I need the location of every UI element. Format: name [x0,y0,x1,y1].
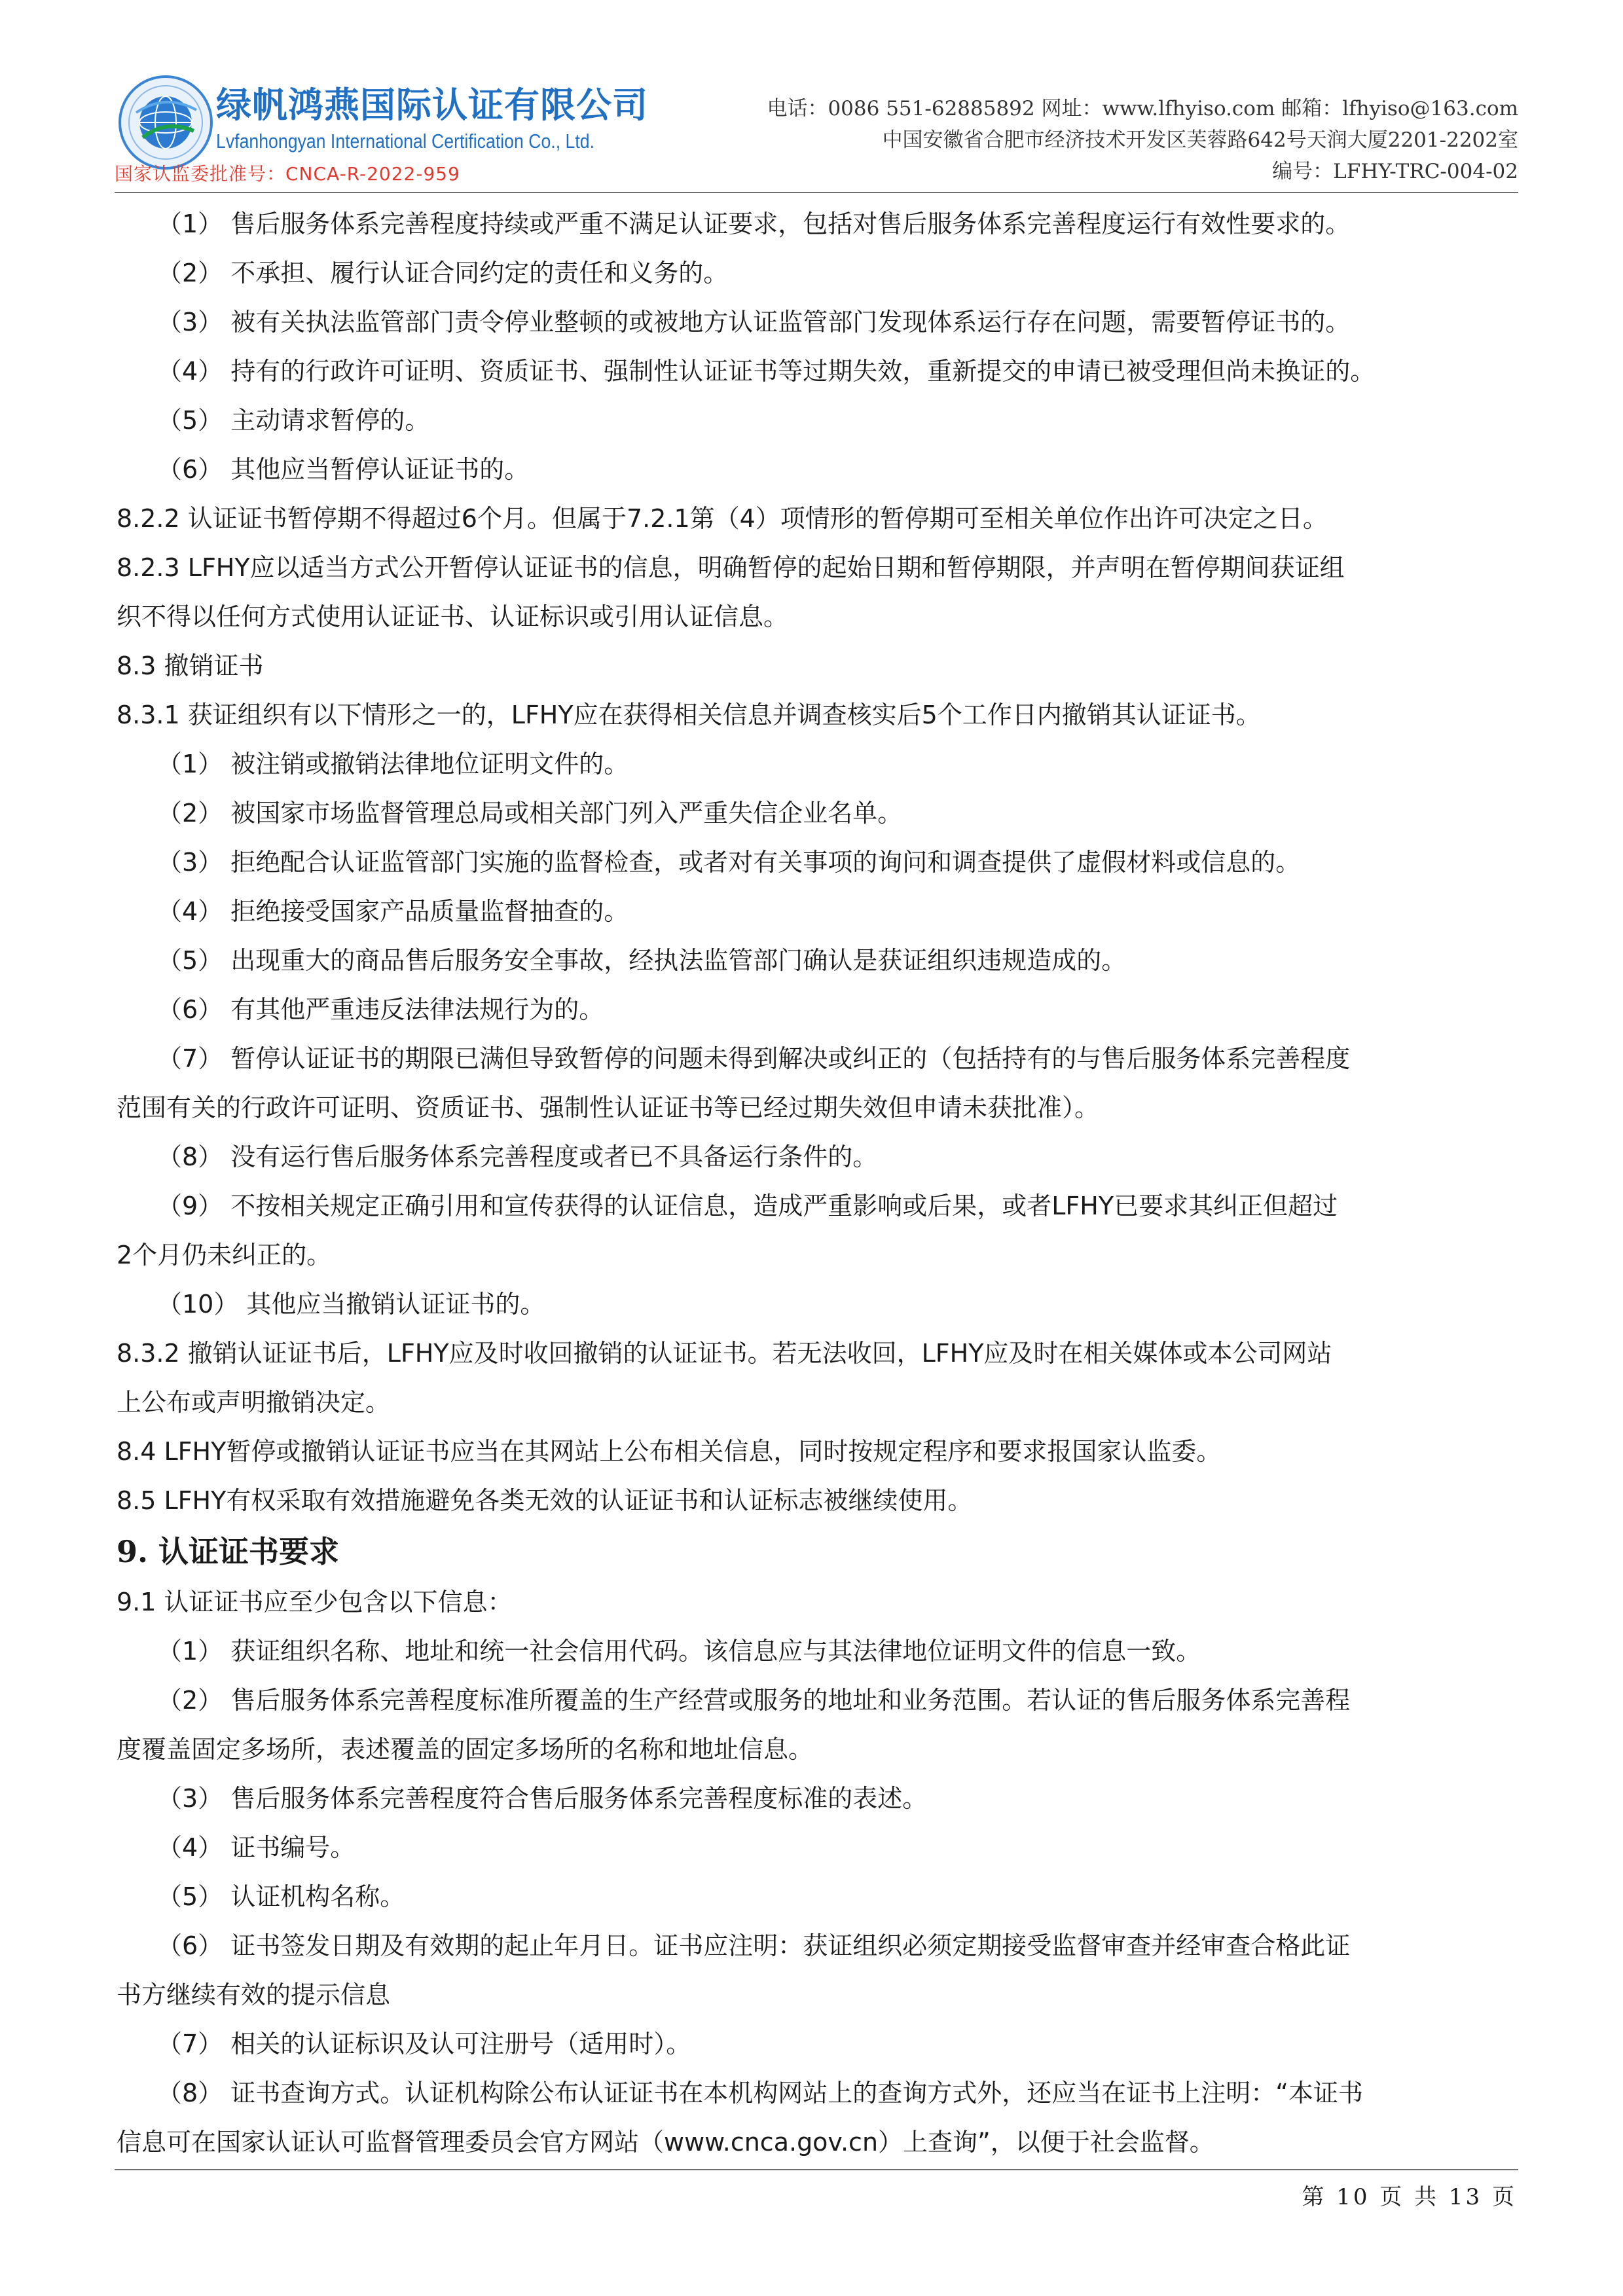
section-9-heading: 9. 认证证书要求 [117,1534,340,1569]
clause-8-2-3: 8.2.3 LFHY应以适当方式公开暂停认证证书的信息，明确暂停的起始日期和暂停期限，并声明在暂停期间获证组 [117,553,1345,582]
clause-8-3-1: 8.3.1 获证组织有以下情形之一的，LFHY应在获得相关信息并调查核实后5个工作日内撤销其认证证书。 [117,701,1261,729]
list-item: （8） 证书查询方式。认证机构除公布认证证书在本机构网站上的查询方式外，还应当在证书上注明：“本证书 [157,2079,1363,2107]
header-divider [115,192,1518,193]
clause-8-3-2: 8.3.2 撤销认证证书后，LFHY应及时收回撤销的认证证书。若无法收回，LFHY应及时在相关媒体或本公司网站 [117,1339,1332,1368]
list-item: （1） 售后服务体系完善程度持续或严重不满足认证要求，包括对售后服务体系完善程度运行有效性要求的。 [157,210,1351,238]
footer-divider [115,2169,1518,2170]
list-item: （8） 没有运行售后服务体系完善程度或者已不具备运行条件的。 [157,1142,878,1171]
section-8-3-heading: 8.3 撤销证书 [117,651,264,680]
clause-9-1: 9.1 认证证书应至少包含以下信息： [117,1588,513,1616]
list-item: （7） 暂停认证证书的期限已满但导致暂停的问题未得到解决或纠正的（包括持有的与售后服务体系完善程度 [157,1044,1351,1073]
list-item-cont: 书方继续有效的提示信息 [117,1980,391,2009]
list-item: （3） 售后服务体系完善程度符合售后服务体系完善程度标准的表述。 [157,1784,928,1813]
clause-8-5: 8.5 LFHY有权采取有效措施避免各类无效的认证证书和认证标志被继续使用。 [117,1486,973,1515]
clause-8-2-3-cont: 织不得以任何方式使用认证证书、认证标识或引用认证信息。 [117,602,789,631]
list-item: （2） 售后服务体系完善程度标准所覆盖的生产经营或服务的地址和业务范围。若认证的售后服务体系完善程 [157,1686,1351,1715]
list-item: （2） 被国家市场监督管理总局或相关部门列入严重失信企业名单。 [157,799,903,828]
page-header [0,0,1623,196]
list-item: （9） 不按相关规定正确引用和宣传获得的认证信息，造成严重影响或后果，或者LFHY已要求其纠正但超过 [157,1192,1338,1220]
approval-number: 国家认监委批准号：CNCA-R-2022-959 [115,163,460,185]
contact-line: 电话：0086 551-62885892 网址：www.lfhyiso.com 邮箱：lfhyiso@163.com [767,97,1518,120]
list-item: （2） 不承担、履行认证合同约定的责任和义务的。 [157,259,729,287]
list-item: （6） 证书签发日期及有效期的起止年月日。证书应注明：获证组织必须定期接受监督审查并经审查合格此证 [157,1931,1351,1960]
clause-8-3-2-cont: 上公布或声明撤销决定。 [117,1388,391,1417]
list-item: （4） 证书编号。 [157,1833,356,1862]
list-item: （5） 主动请求暂停的。 [157,406,430,435]
address-line: 中国安徽省合肥市经济技术开发区芙蓉路642号天润大厦2201-2202室 [882,128,1518,152]
list-item: （3） 拒绝配合认证监管部门实施的监督检查，或者对有关事项的询问和调查提供了虚假材料或信息的。 [157,848,1301,877]
company-name-en: Lvfanhongyan International Certification Co., Ltd. [216,130,595,153]
list-item: （4） 拒绝接受国家产品质量监督抽查的。 [157,897,629,926]
list-item: （6） 其他应当暂停认证证书的。 [157,455,530,484]
globe-logo-icon [117,73,215,172]
list-item: （6） 有其他严重违反法律法规行为的。 [157,995,604,1024]
company-name-cn: 绿帆鸿燕国际认证有限公司 [216,84,648,126]
list-item-cont: 度覆盖固定多场所，表述覆盖的固定多场所的名称和地址信息。 [117,1735,814,1764]
clause-8-2-2: 8.2.2 认证证书暂停期不得超过6个月。但属于7.2.1第（4）项情形的暂停期可至相关单位作出许可决定之日。 [117,504,1328,533]
list-item: （10） 其他应当撤销认证证书的。 [157,1290,545,1319]
list-item: （5） 认证机构名称。 [157,1882,405,1911]
list-item: （4） 持有的行政许可证明、资质证书、强制性认证证书等过期失效，重新提交的申请已被受理但尚未换证的。 [157,357,1376,386]
list-item: （5） 出现重大的商品售后服务安全事故，经执法监管部门确认是获证组织违规造成的。 [157,946,1127,975]
list-item: （7） 相关的认证标识及认可注册号（适用时）。 [157,2030,691,2058]
document-number: 编号：LFHY-TRC-004-02 [1272,160,1518,183]
document-body [117,200,1518,2167]
list-item-cont: 范围有关的行政许可证明、资质证书、强制性认证证书等已经过期失效但申请未获批准）。 [117,1093,1100,1122]
list-item-cont: 2个月仍未纠正的。 [117,1241,332,1269]
list-item: （1） 被注销或撤销法律地位证明文件的。 [157,750,629,778]
page-number: 第 10 页 共 13 页 [1302,2184,1517,2210]
list-item: （1） 获证组织名称、地址和统一社会信用代码。该信息应与其法律地位证明文件的信息一致。 [157,1637,1201,1666]
clause-8-4: 8.4 LFHY暂停或撤销认证证书应当在其网站上公布相关信息，同时按规定程序和要求报国家认监委。 [117,1437,1222,1466]
list-item: （3） 被有关执法监管部门责令停业整顿的或被地方认证监管部门发现体系运行存在问题，需要暂停证书的。 [157,308,1351,337]
list-item-cont: 信息可在国家认证认可监督管理委员会官方网站（www.cnca.gov.cn）上查询”，以便于社会监督。 [117,2128,1214,2157]
